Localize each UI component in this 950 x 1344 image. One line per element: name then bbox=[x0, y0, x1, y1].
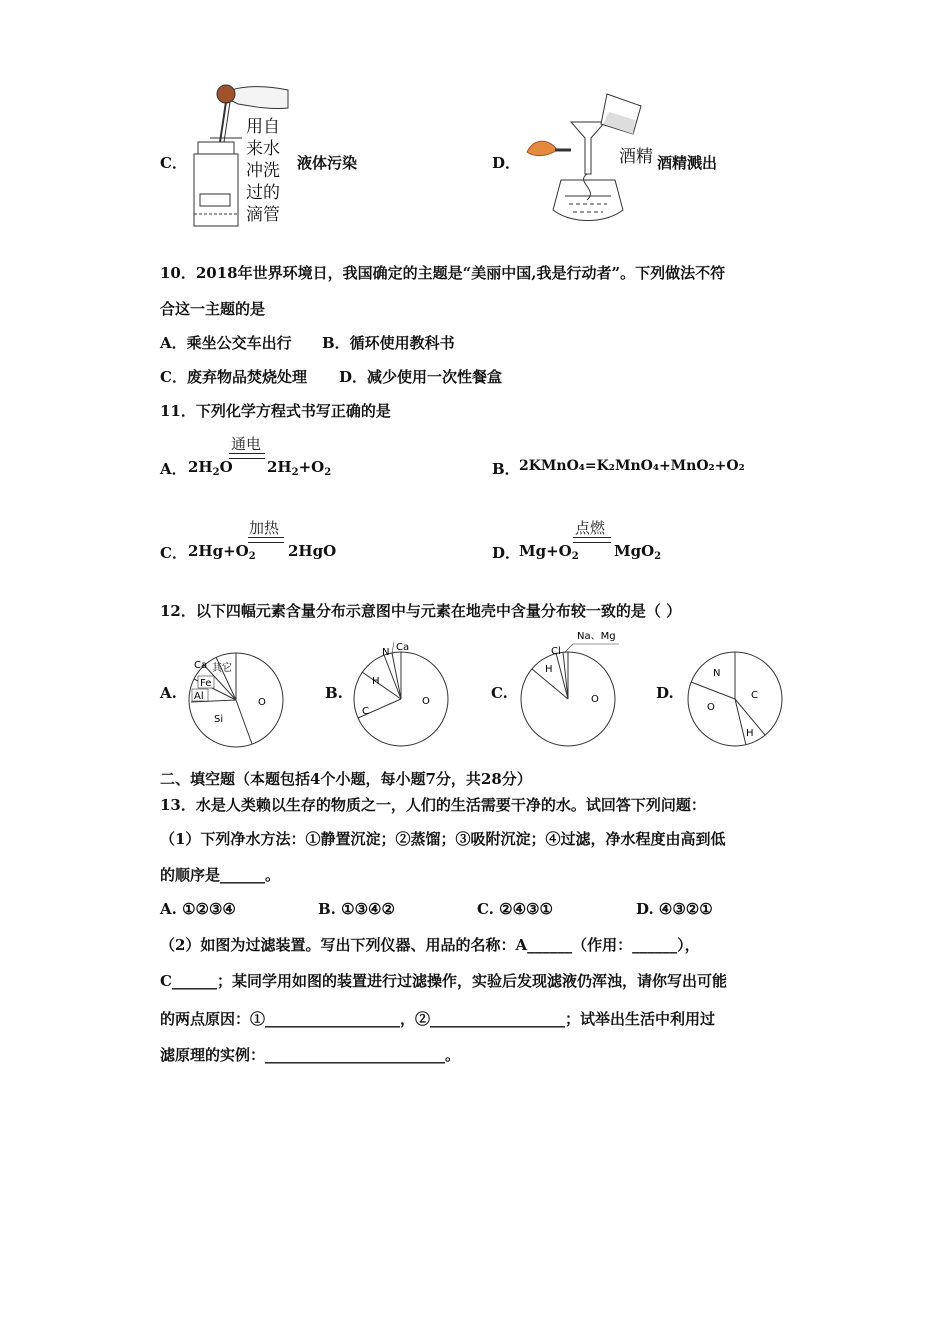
q12-label-c: C. bbox=[491, 684, 508, 702]
q10-option-b: B．循环使用教科书 bbox=[322, 334, 455, 352]
pie-d-label-o: O bbox=[707, 702, 715, 713]
pie-c-label-o: O bbox=[591, 694, 599, 705]
q10-option-c: C．废弃物品焚烧处理 bbox=[160, 368, 307, 386]
q11-c-equals bbox=[248, 537, 284, 543]
q10-stem-line1: 10．2018年世界环境日，我国确定的主题是“美丽中国,我是行动者”。下列做法不符 bbox=[160, 264, 726, 282]
pie-chart-c bbox=[515, 626, 625, 750]
pie-b-label-n: N bbox=[382, 647, 390, 658]
q13-part1-line2: 的顺序是______。 bbox=[160, 866, 281, 884]
alcohol-note: 酒精 bbox=[619, 147, 653, 167]
q11-b-label: B． bbox=[492, 460, 520, 478]
q13-option-c: C. ②④③① bbox=[477, 900, 553, 918]
option-d-label: D． bbox=[492, 154, 521, 172]
q12-stem: 12．以下四幅元素含量分布示意图中与元素在地壳中含量分布较一致的是（ ） bbox=[160, 602, 682, 620]
pie-c-label-na-mg: Na、Mg bbox=[577, 631, 616, 642]
pie-d-label-c: C bbox=[751, 690, 758, 701]
q11-stem: 11．下列化学方程式书写正确的是 bbox=[160, 402, 391, 420]
pie-d-label-h: H bbox=[746, 728, 754, 739]
q11-c-rhs: 2HgO bbox=[288, 542, 337, 560]
section-2-heading: 二、填空题（本题包括4个小题，每小题7分，共28分） bbox=[160, 770, 532, 788]
pie-a-label-fe: Fe bbox=[200, 678, 212, 689]
pie-b-label-c: C bbox=[362, 706, 369, 717]
q11-a-label: A． bbox=[160, 460, 187, 478]
q13-part2-line2: C______；某同学用如图的装置进行过滤操作，实验后发现滤液仍浑浊，请你写出可能 bbox=[160, 972, 727, 990]
dropper-note: 用自 来水 冲洗 过的 滴管 bbox=[246, 117, 280, 225]
q11-a-equals bbox=[229, 453, 265, 459]
q13-part2-line1: （2）如图为过滤装置。写出下列仪器、用品的名称：A______（作用：______）， bbox=[160, 936, 700, 954]
q12-label-d: D. bbox=[656, 684, 674, 702]
pie-b-label-o: O bbox=[422, 696, 430, 707]
pie-a-label-other: 其它 bbox=[212, 663, 232, 674]
q12-label-a: A. bbox=[160, 684, 177, 702]
q13-option-a: A. ①②③④ bbox=[160, 900, 236, 918]
q11-a-condition: 通电 bbox=[231, 435, 262, 453]
q13-option-d: D. ④③②① bbox=[636, 900, 713, 918]
q11-d-equals bbox=[573, 537, 611, 543]
option-d-caption: 酒精溅出 bbox=[657, 154, 718, 172]
q10-option-d: D．减少使用一次性餐盒 bbox=[339, 368, 503, 386]
option-c-caption: 液体污染 bbox=[297, 154, 358, 172]
pie-chart-a bbox=[186, 652, 290, 750]
pie-c-label-h: H bbox=[545, 664, 553, 675]
q11-d-label: D． bbox=[492, 544, 521, 562]
q13-part2-line4: 滤原理的实例：________________________。 bbox=[160, 1046, 461, 1064]
pie-chart-b bbox=[350, 638, 454, 750]
pie-chart-d bbox=[683, 648, 787, 750]
q13-part2-line3: 的两点原因：①__________________，②__________________；试举出生活中利用过 bbox=[160, 1010, 716, 1028]
q10-stem-line2: 合这一主题的是 bbox=[160, 300, 266, 318]
q12-label-b: B. bbox=[325, 684, 343, 702]
q13-option-b: B. ①③④② bbox=[318, 900, 395, 918]
pie-c-label-cl: Cl bbox=[551, 646, 561, 657]
pie-a-label-si: Si bbox=[214, 714, 224, 725]
q11-a-rhs: $2H_2+O_2$ bbox=[267, 458, 332, 478]
q11-c-label: C． bbox=[160, 544, 187, 562]
option-c-label: C． bbox=[160, 154, 187, 172]
q13-stem: 13．水是人类赖以生存的物质之一，人们的生活需要干净的水。试回答下列问题： bbox=[160, 796, 706, 814]
q11-c-lhs: $2Hg+O_2$ bbox=[188, 542, 256, 562]
q13-part1-line1: （1）下列净水方法：①静置沉淀；②蒸馏；③吸附沉淀；④过滤，净水程度由高到低 bbox=[160, 830, 726, 848]
q11-b-equation: 2KMnO₄=K₂MnO₄+MnO₂+O₂ bbox=[519, 458, 745, 474]
pie-a-label-ca: Ca bbox=[194, 660, 208, 671]
pie-a-label-al: Al bbox=[194, 691, 204, 702]
pie-b-label-ca: Ca bbox=[396, 642, 410, 653]
q11-d-lhs: $Mg+O_2$ bbox=[519, 542, 579, 562]
pie-b-label-h: H bbox=[372, 676, 380, 687]
q11-a-lhs: $2H_2O$ bbox=[188, 458, 233, 478]
q10-option-a: A．乘坐公交车出行 bbox=[160, 334, 292, 352]
pie-a-label-o: O bbox=[258, 697, 266, 708]
pie-d-label-n: N bbox=[713, 668, 721, 679]
q11-c-condition: 加热 bbox=[249, 519, 280, 537]
q11-d-condition: 点燃 bbox=[575, 519, 606, 537]
q11-d-rhs: MgO$_2$ bbox=[614, 542, 662, 562]
